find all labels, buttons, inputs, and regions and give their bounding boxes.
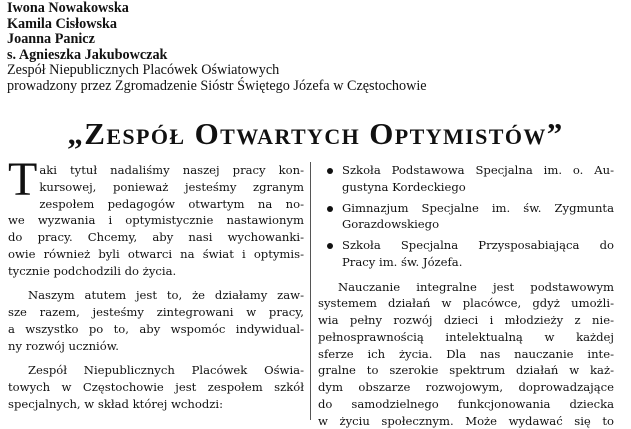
text-line: a wszystko po to, aby wspomóc indywidual- [8,321,304,338]
text-line: Szkoła Specjalna Przysposabiająca do [342,237,614,254]
text-line: systemem działań w placówce, gdyż umożli- [318,295,614,312]
text-line: w życiu społecznym. Może wydawać się to [318,413,614,429]
paragraph-school-group [8,362,304,412]
column-divider [310,162,311,420]
text-line: Zespół Niepublicznych Placówek Oświa- [8,362,304,379]
text-line: sze razem, jesteśmy zintegrowani w pracy, [8,304,304,321]
text-line: Szkoła Podstawowa Specjalna im. o. Au- [342,162,614,179]
bullet-icon [327,168,333,174]
text-line: aki tytuł nadaliśmy naszej pracy kon- [8,162,304,179]
affiliation-line: Zespół Niepublicznych Placówek Oświatowych [7,63,607,78]
text-line: towych w Częstochowie jest zespołem szkół [8,379,304,396]
paragraph-strength [8,287,304,354]
text-line: we wyzwania i optymistycznie nastawionym [8,212,304,229]
list-item [318,162,614,196]
list-item [318,237,614,271]
text-line: Pracy im. św. Józefa. [342,254,614,271]
text-line: pełnosprawnością intelektualną w każdej [318,329,614,346]
text-line: do pracy. Chcemy, aby nasi wychowanki- [8,229,304,246]
author-name: Kamila Cisłowska [7,17,607,33]
article-title: „Zespół Otwartych Optymistów” [0,116,631,152]
bullet-icon [327,243,333,249]
text-line: gustyna Kordeckiego [342,179,614,196]
text-line: dym obszarze rozwojowym, doprowadzające [318,379,614,396]
author-name: s. Agnieszka Jakubowczak [7,48,607,64]
text-line: Gorazdowskiego [342,216,614,233]
text-line: wia pełny rozwój dzieci i młodzieży z nie- [318,312,614,329]
text-line: Gimnazjum Specjalne im. św. Zygmunta [342,200,614,217]
text-line: do samodzielnego funkcjonowania dziecka [318,396,614,413]
drop-cap: T [8,160,37,196]
text-line: tycznie podchodzili do życia. [8,263,304,280]
paragraph-integral-teaching [318,279,614,429]
school-list [318,162,614,271]
paragraph-intro [8,162,304,279]
text-line: kursowej, ponieważ jesteśmy zgranym [8,179,304,196]
text-line: sferze ich życia. Dla nas nauczanie inte- [318,346,614,363]
text-line: ny rozwój uczniów. [8,338,304,355]
author-name: Iwona Nowakowska [7,1,607,17]
list-item [318,200,614,234]
text-line: gralne to szerokie spektrum działań w każ- [318,362,614,379]
text-line: Naszym atutem jest to, że działamy zaw- [8,287,304,304]
affiliation-line: prowadzony przez Zgromadzenie Sióstr Świętego Józefa w Częstochowie [7,79,607,94]
right-column [318,162,614,429]
bullet-icon [327,206,333,212]
text-line: specjalnych, w skład której wchodzi: [8,396,304,413]
text-line: zespołem pedagogów otwartym na no- [8,196,304,213]
text-line: owie również byli otwarci na świat i optymis- [8,246,304,263]
text-line: Nauczanie integralne jest podstawowym [318,279,614,296]
header-block [7,1,607,94]
author-name: Joanna Panicz [7,32,607,48]
left-column [8,162,304,413]
